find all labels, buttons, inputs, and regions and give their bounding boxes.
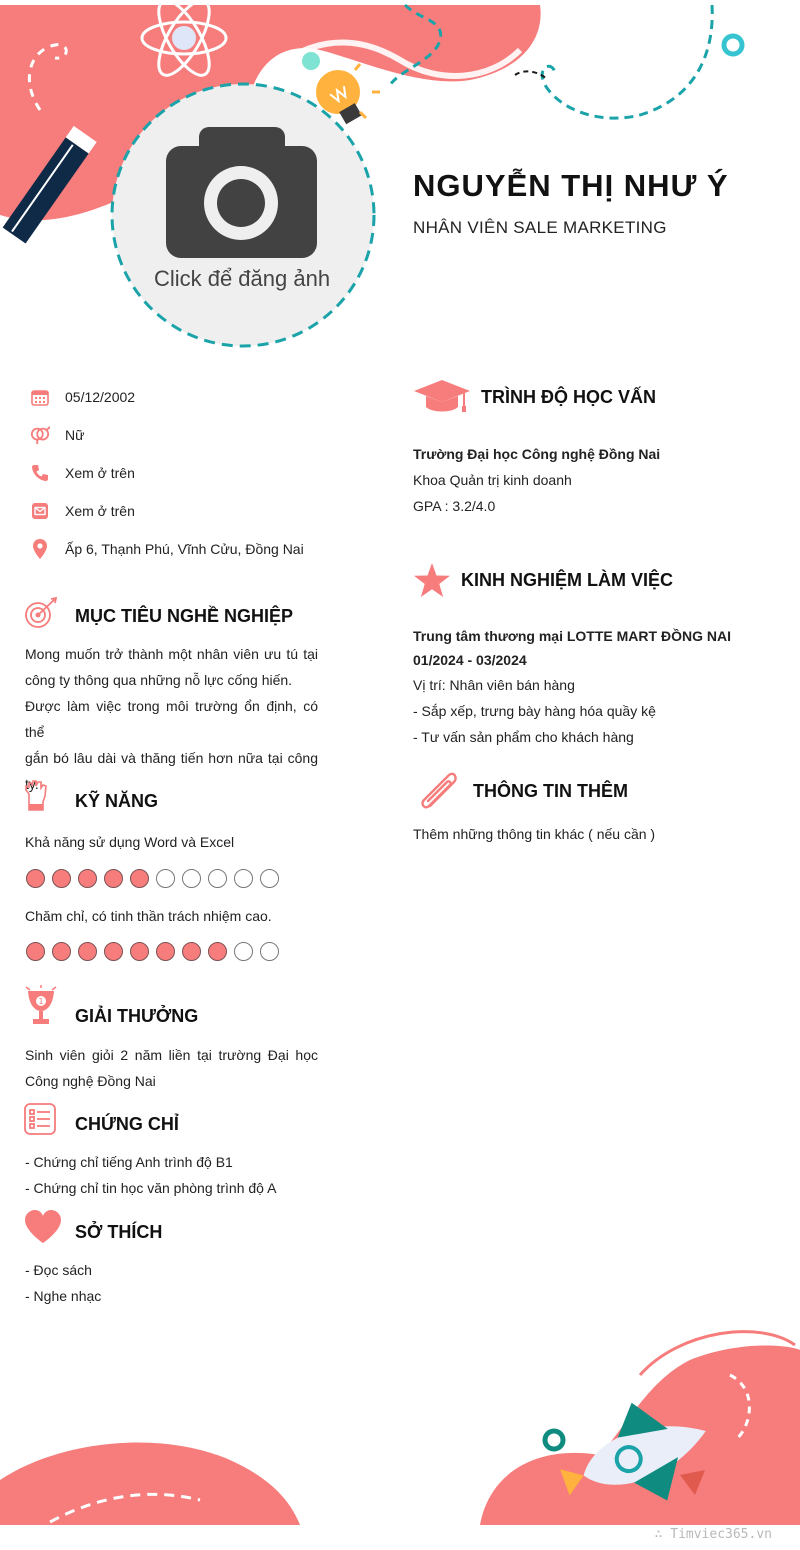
job-title: NHÂN VIÊN SALE MARKETING [413,218,667,237]
hobbies-list [25,1257,101,1309]
company-name: Trung tâm thương mại LOTTE MART ĐỒNG NAI [413,628,731,644]
info-email [30,499,135,523]
rating-dot-empty [208,869,227,888]
career-goal-line: Mong muốn trở thành một nhân viên ưu tú tại [25,646,318,662]
heart-icon [24,1210,62,1249]
experience-title: KINH NGHIỆM LÀM VIỆC [461,570,674,590]
address-value: Ấp 6, Thạnh Phú, Vĩnh Cửu, Đồng Nai [65,541,304,557]
rating-dot-empty [260,869,279,888]
gpa: GPA : 3.2/4.0 [413,498,496,514]
bottom-left-blob [0,1443,300,1525]
rating-dot-empty [156,869,175,888]
education-title: TRÌNH ĐỘ HỌC VẤN [481,387,656,407]
info-birthdate [30,385,135,409]
info-phone [30,461,135,485]
skills-title: KỸ NĂNG [75,791,159,811]
career-goal-text [25,641,318,797]
info-address [30,537,304,561]
email-value: Xem ở trên [65,503,135,519]
rating-dot-filled [52,942,71,961]
trophy-icon [24,985,58,1034]
rating-dot-filled [182,942,201,961]
rating-dot-filled [130,942,149,961]
experience-line: - Tư vấn sản phẩm cho khách hàng [413,729,634,745]
awards-line: Sinh viên giỏi 2 năm liền tại trường Đại học [25,1047,318,1063]
career-goal-line: ty. [25,776,39,792]
checklist-icon [24,1103,56,1140]
rating-dot-empty [234,942,253,961]
info-gender [30,423,84,447]
skill-name: Chăm chỉ, có tinh thần trách nhiệm cao. [25,908,272,924]
rating-dot-filled [78,869,97,888]
star-icon [414,563,450,602]
rating-dot-filled [26,869,45,888]
skill-rating [26,942,279,961]
phone-value: Xem ở trên [65,465,135,481]
school-name: Trường Đại học Công nghệ Đồng Nai [413,446,661,462]
email-icon [30,501,50,521]
hand-icon [24,780,48,817]
rating-dot-filled [130,869,149,888]
career-goal-title: MỤC TIÊU NGHỀ NGHIỆP [75,606,294,626]
extra-info-text: Thêm những thông tin khác ( nếu cần ) [413,826,656,842]
target-icon [24,597,58,634]
paperclip-icon [416,770,460,817]
hobby-item: - Đọc sách [25,1262,92,1278]
birthdate-value: 05/12/2002 [65,389,136,405]
rating-dot-empty [260,942,279,961]
certificates-list [25,1149,276,1201]
candidate-name: NGUYỄN THỊ NHƯ Ý [413,168,729,203]
certificate-item: - Chứng chỉ tiếng Anh trình độ B1 [25,1154,233,1170]
location-icon [30,539,50,559]
hobby-item: - Nghe nhạc [25,1288,102,1304]
work-period: 01/2024 - 03/2024 [413,652,527,668]
ring-icon [724,36,742,54]
rating-dot-filled [156,942,175,961]
faculty: Khoa Quản trị kinh doanh [413,472,572,488]
watermark: ∴ Timviec365.vn [654,1527,772,1542]
extra-info-title: THÔNG TIN THÊM [473,781,628,801]
rating-dot-filled [208,942,227,961]
education-details [413,441,660,519]
certificate-item: - Chứng chỉ tin học văn phòng trình độ A [25,1180,277,1196]
hobbies-title: SỞ THÍCH [75,1222,163,1242]
experience-details [413,624,773,750]
career-goal-line: công ty thông qua những nỗ lực cống hiến. [25,672,293,688]
rating-dot-filled [104,869,123,888]
career-goal-line: gắn bó lâu dài và thăng tiến hơn nữa tại công [25,750,318,766]
gender-value: Nữ [65,427,85,443]
graduation-cap-icon [414,380,470,419]
camera-icon [166,127,317,258]
experience-line: Vị trí: Nhân viên bán hàng [413,677,575,693]
career-goal-line: Được làm việc trong môi trường ổn định, có thể [25,698,318,740]
rating-dot-filled [52,869,71,888]
awards-title: GIẢI THƯỞNG [75,1006,199,1026]
certificates-title: CHỨNG CHỈ [75,1114,179,1134]
awards-line: Công nghệ Đồng Nai [25,1073,156,1089]
rating-dot-filled [78,942,97,961]
gender-icon [30,425,50,445]
awards-text [25,1042,318,1094]
experience-line: - Sắp xếp, trưng bày hàng hóa quầy kệ [413,703,656,719]
skill-name: Khả năng sử dụng Word và Excel [25,834,235,850]
rating-dot-empty [182,869,201,888]
calendar-icon [30,387,50,407]
svg-text:1: 1 [38,997,44,1006]
skill-rating [26,869,279,888]
rating-dot-empty [234,869,253,888]
upload-photo-label[interactable]: Click để đăng ảnh [153,266,331,291]
rating-dot-filled [104,942,123,961]
phone-icon [30,463,50,483]
rating-dot-filled [26,942,45,961]
